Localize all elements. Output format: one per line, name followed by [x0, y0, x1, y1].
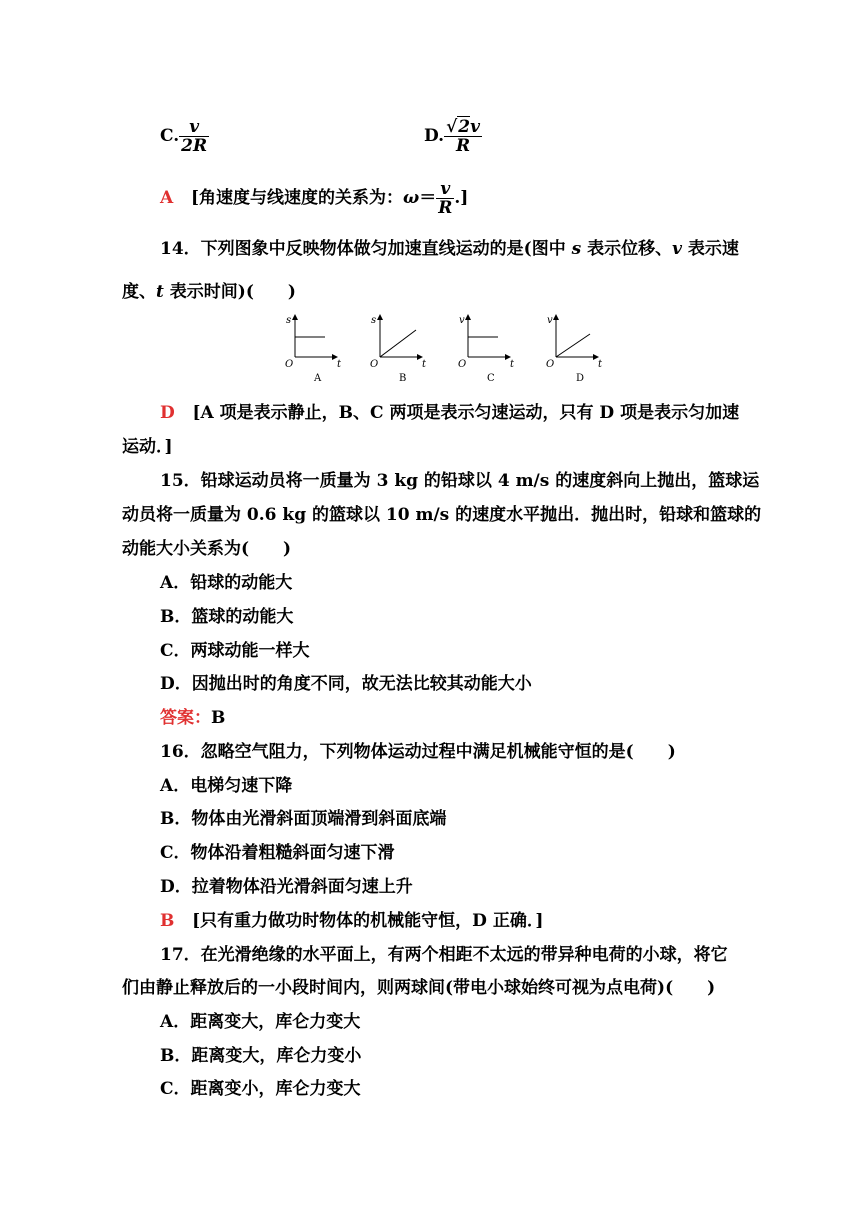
graph-c-origin: O — [458, 359, 467, 370]
q13-option-d[interactable]: D. $\frac{√2v}{R}$ — [424, 117, 480, 156]
q17-option-a[interactable]: A．距离变大，库仑力变大 — [160, 1012, 361, 1032]
graph-a-ylabel: s — [286, 315, 292, 326]
graph-d — [546, 315, 603, 382]
q13-option-c[interactable]: C. $\frac{v}{2R}$ — [160, 117, 208, 156]
graph-b-label: B — [399, 373, 407, 382]
answer-letter: D — [160, 403, 175, 423]
graph-c-ylabel: v — [459, 315, 465, 326]
q15-option-d[interactable]: D．因抛出时的角度不同，故无法比较其动能大小 — [160, 674, 532, 694]
graph-d-ylabel: v — [547, 315, 553, 326]
fraction: $\frac{v}{2R}$ — [181, 117, 208, 156]
q15-option-b[interactable]: B．篮球的动能大 — [160, 607, 294, 627]
q16-option-c[interactable]: C．物体沿着粗糙斜面匀速下滑 — [160, 843, 395, 863]
q15-answer: 答案：B — [160, 708, 226, 728]
q14-stem-line2: 度、t 表示时间)( ) — [122, 282, 296, 302]
answer-letter: B — [160, 911, 175, 931]
graph-a — [285, 315, 342, 382]
q15-stem-line1: 15．铅球运动员将一质量为 3 kg 的铅球以 4 m/s 的速度斜向上抛出，篮球运 — [160, 471, 760, 491]
graph-b-ylabel: s — [371, 315, 377, 326]
q14-graphs-svg — [280, 312, 610, 382]
graph-b-line — [380, 330, 416, 357]
sqrt-icon: √ — [446, 117, 458, 137]
q17-stem-line2: 们由静止释放后的一小段时间内，则两球间(带电小球始终可视为点电荷)( ) — [122, 978, 716, 998]
q15-stem-line2: 动员将一质量为 0.6 kg 的篮球以 10 m/s 的速度水平抛出．抛出时，铅球和篮球的 — [122, 505, 762, 525]
graph-c-label: C — [487, 373, 495, 382]
q13-answer: A [角速度与线速度的关系为：ω＝ $\frac{v}{R}$ .] — [160, 179, 469, 218]
q16-answer: B [只有重力做功时物体的机械能守恒，D 正确．] — [160, 911, 544, 931]
q16-option-d[interactable]: D．拉着物体沿光滑斜面匀速上升 — [160, 877, 413, 897]
q17-stem-line1: 17．在光滑绝缘的水平面上，有两个相距不太远的带异种电荷的小球，将它 — [160, 945, 728, 965]
graph-c-xlabel: t — [510, 359, 515, 370]
q16-option-b[interactable]: B．物体由光滑斜面顶端滑到斜面底端 — [160, 809, 447, 829]
graph-b-xlabel: t — [422, 359, 427, 370]
graph-a-xlabel: t — [337, 359, 342, 370]
answer-label: 答案： — [160, 708, 211, 728]
q14-answer-line2: 运动．] — [122, 437, 173, 457]
q14-answer-line1: D [A 项是表示静止，B、C 两项是表示匀速运动，只有 D 项是表示匀加速 — [160, 403, 740, 423]
q16-stem: 16．忽略空气阻力，下列物体运动过程中满足机械能守恒的是( ) — [160, 742, 676, 762]
q17-option-b[interactable]: B．距离变大，库仑力变小 — [160, 1046, 362, 1066]
q14-stem-line1: 14．下列图象中反映物体做匀加速直线运动的是(图中 s 表示位移、v 表示速 — [160, 239, 739, 259]
q15-option-a[interactable]: A．铅球的动能大 — [160, 573, 293, 593]
q16-option-a[interactable]: A．电梯匀速下降 — [160, 776, 293, 796]
graph-b-origin: O — [370, 359, 379, 370]
fraction: $\frac{√2v}{R}$ — [446, 117, 480, 156]
graph-b — [370, 315, 427, 382]
graph-d-label: D — [576, 373, 585, 382]
graph-d-origin: O — [546, 359, 555, 370]
q17-option-c[interactable]: C．距离变小，库仑力变大 — [160, 1079, 361, 1099]
graph-d-xlabel: t — [598, 359, 603, 370]
answer-letter: A — [160, 188, 174, 208]
graph-a-label: A — [314, 373, 322, 382]
fraction: $\frac{v}{R}$ — [438, 179, 453, 218]
graph-a-origin: O — [285, 359, 294, 370]
q14-graphs — [280, 312, 610, 382]
graph-d-line — [556, 334, 590, 357]
q15-stem-line3: 动能大小关系为( ) — [122, 539, 292, 559]
graph-c — [458, 315, 515, 382]
q15-option-c[interactable]: C．两球动能一样大 — [160, 641, 310, 661]
